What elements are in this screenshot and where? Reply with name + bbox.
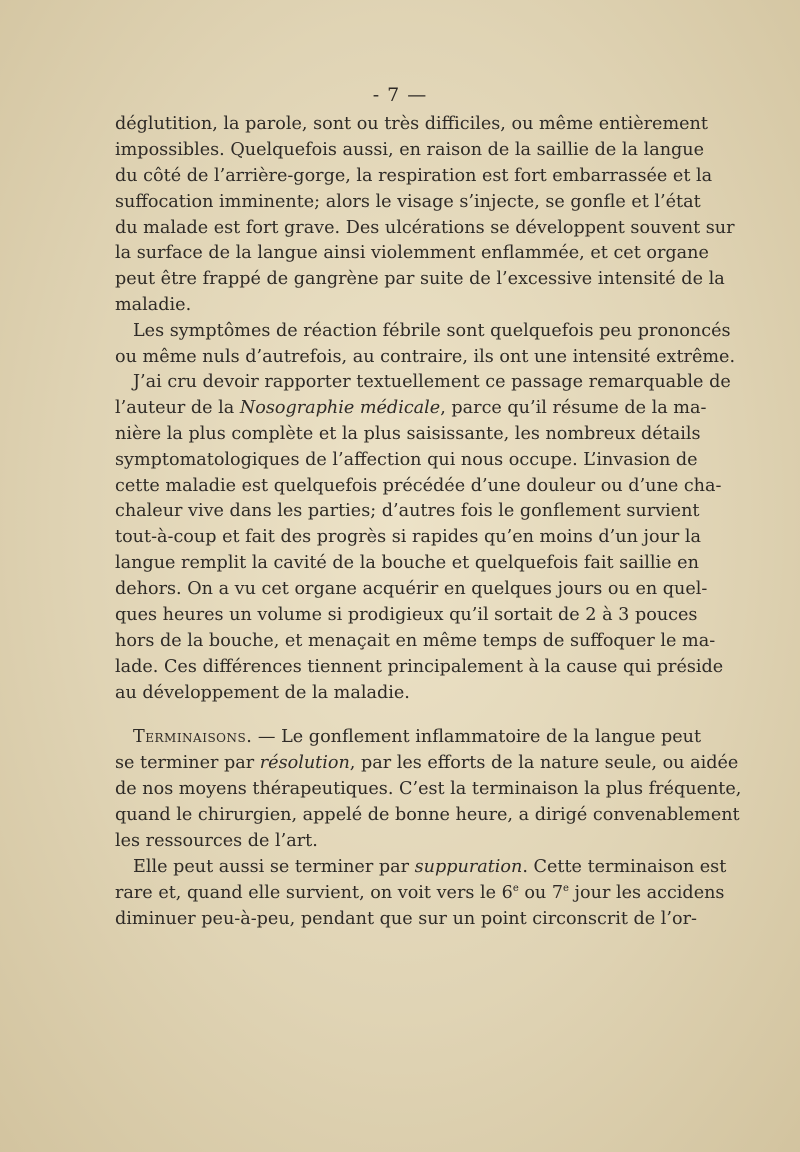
text-line: diminuer peu-à-peu, pendant que sur un point circonscrit de l’or- xyxy=(115,908,697,929)
text-line: ou même nuls d’autrefois, au contraire, ils ont une intensité extrême. xyxy=(115,346,736,367)
text-span: se terminer par xyxy=(115,752,260,773)
text-line: du malade est fort grave. Des ulcérations se développent souvent sur xyxy=(115,217,735,238)
text-line xyxy=(115,751,739,777)
text-span: ou 7 xyxy=(518,882,564,903)
text-line: au développement de la maladie. xyxy=(115,682,410,703)
text-line: de nos moyens thérapeutiques. C’est la terminaison la plus fréquente, xyxy=(115,778,742,799)
text-line: chaleur vive dans les parties; d’autres fois le gonflement survient xyxy=(115,501,700,522)
text-span: . Cette terminaison est xyxy=(522,857,727,877)
text-line: hors de la bouche, et menaçait en même temps de suffoquer le ma- xyxy=(115,630,716,651)
text-line: J’ai cru devoir rapporter textuellement ce passage remarquable de xyxy=(133,372,731,392)
text-line xyxy=(115,855,727,881)
text-span: Elle peut aussi se terminer par xyxy=(133,857,415,877)
paragraph-3 xyxy=(115,370,731,707)
text-line: suffocation imminente; alors le visage s’injecte, se gonfle et l’état xyxy=(115,191,701,212)
text-line: tout-à-coup et fait des progrès si rapides qu’en moins d’un jour la xyxy=(115,527,702,548)
text-line: langue remplit la cavité de la bouche et quelquefois fait saillie en xyxy=(115,553,699,574)
text-line: impossibles. Quelquefois aussi, en raison de la saillie de la langue xyxy=(115,139,705,160)
text-line: ques heures un volume si prodigieux qu’il sortait de 2 à 3 pouces xyxy=(115,605,698,626)
paragraph-1 xyxy=(115,112,735,319)
text-line: nière la plus complète et la plus saisissante, les nombreux détails xyxy=(115,423,701,444)
emphasis: résolution xyxy=(259,752,350,773)
text-line: lade. Ces différences tiennent principalement à la cause qui préside xyxy=(115,656,724,677)
text-span: — Le gonflement inflammatoire de la langue peut xyxy=(252,727,702,747)
text-line: dehors. On a vu cet organe acquérir en quelques jours ou en quel- xyxy=(115,579,708,600)
text-line xyxy=(115,396,707,422)
text-line xyxy=(115,881,725,907)
text-line: peut être frappé de gangrène par suite de l’excessive intensité de la xyxy=(115,269,725,290)
text-line: du côté de l’arrière-gorge, la respiration est fort embarrassée et la xyxy=(115,165,713,186)
paragraph-5 xyxy=(115,855,727,933)
paragraph-2 xyxy=(115,319,736,371)
text-span: rare et, quand elle survient, on voit vers le 6 xyxy=(115,882,513,903)
text-span: , parce qu’il résume de la ma- xyxy=(440,397,707,418)
paragraph-4 xyxy=(115,725,742,854)
text-line: déglutition, la parole, sont ou très difficiles, ou même entièrement xyxy=(115,114,708,134)
text-line: la surface de la langue ainsi violemment enflammée, et cet organe xyxy=(115,243,709,264)
text-span: , par les efforts de la nature seule, ou aidée xyxy=(349,752,739,773)
text-line: quand le chirurgien, appelé de bonne heure, a dirigé convenablement xyxy=(115,804,740,825)
text-line: cette maladie est quelquefois précédée d’une douleur ou d’une cha- xyxy=(115,475,722,496)
text-span: jour les accidens xyxy=(568,882,725,903)
text-span: l’auteur de la xyxy=(115,397,240,418)
superscript: e xyxy=(563,883,569,895)
superscript: e xyxy=(512,883,519,895)
section-heading: Terminaisons. xyxy=(133,727,253,747)
text-line: Les symptômes de réaction fébrile sont quelquefois peu prononcés xyxy=(133,321,731,341)
page-number: - 7 — xyxy=(372,84,428,106)
text-line: symptomatologiques de l’affection qui nous occupe. L’invasion de xyxy=(115,449,698,470)
text-line: les ressources de l’art. xyxy=(115,830,318,851)
text-line xyxy=(115,725,702,751)
book-title: Nosographie médicale xyxy=(239,397,441,418)
text-line: maladie. xyxy=(115,295,192,316)
emphasis: suppuration xyxy=(414,857,523,877)
